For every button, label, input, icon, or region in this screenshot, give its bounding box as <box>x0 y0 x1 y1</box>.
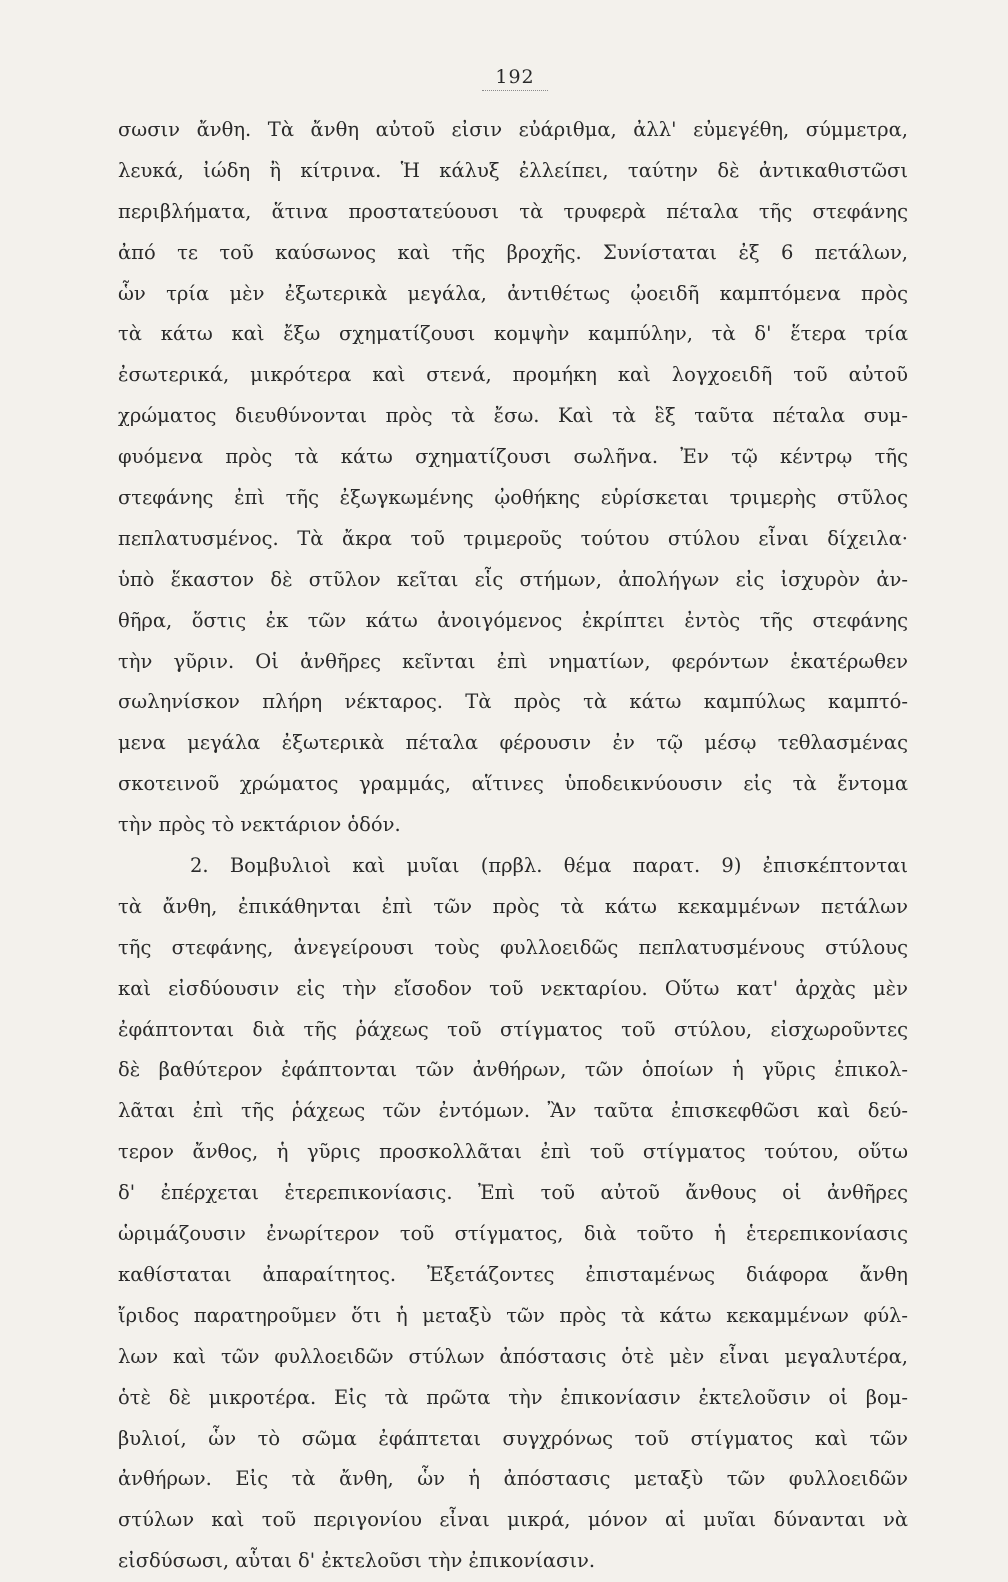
text-line: λευκά, ἰώδη ἢ κίτρινα. Ἡ κάλυξ ἐλλείπει, ταύτην δὲ ἀντικαθιστῶσι <box>118 158 908 182</box>
text-line: τὰ κάτω καὶ ἔξω σχηματίζουσι κομψὴν καμπύλην, τὰ δ' ἕτερα τρία <box>118 322 908 346</box>
text-line: τῆς στεφάνης, ἀνεγείρουσι τοὺς φυλλοειδῶς πεπλατυσμένους στύλους <box>118 935 908 959</box>
text-line: ἀνθήρων. Εἰς τὰ ἄνθη, ὧν ἡ ἀπόστασις μεταξὺ τῶν φυλλοειδῶν <box>118 1467 908 1491</box>
text-line: σωσιν ἄνθη. Τὰ ἄνθη αὐτοῦ εἰσιν εὐάριθμα, ἀλλ' εὐμεγέθη, σύμμετρα, <box>118 118 908 141</box>
text-line: πεπλατυσμένος. Τὰ ἄκρα τοῦ τριμεροῦς τούτου στύλου εἶναι δίχειλα· <box>118 526 908 550</box>
text-line: τὰ ἄνθη, ἐπικάθηνται ἐπὶ τῶν πρὸς τὰ κάτω κεκαμμένων πετάλων <box>118 894 908 918</box>
text-line: τὴν γῦριν. Οἱ ἀνθῆρες κεῖνται ἐπὶ νηματίων, φερόντων ἑκατέρωθεν <box>118 649 908 673</box>
text-line: ὁτὲ δὲ μικροτέρα. Εἰς τὰ πρῶτα τὴν ἐπικονίασιν ἐκτελοῦσιν οἱ βομ- <box>118 1385 908 1409</box>
text-line: καθίσταται ἀπαραίτητος. Ἐξετάζοντες ἐπισταμένως διάφορα ἄνθη <box>118 1262 908 1286</box>
text-line: περιβλήματα, ἅτινα προστατεύουσι τὰ τρυφερὰ πέταλα τῆς στεφάνης <box>118 199 908 223</box>
text-line: καὶ εἰσδύουσιν εἰς τὴν εἴσοδον τοῦ νεκταρίου. Οὕτω κατ' ἀρχὰς μὲν <box>118 976 908 1000</box>
text-line: φυόμενα πρὸς τὰ κάτω σχηματίζουσι σωλῆνα. Ἐν τῷ κέντρῳ τῆς <box>118 445 908 469</box>
text-line: μενα μεγάλα ἐξωτερικὰ πέταλα φέρουσιν ἐν τῷ μέσῳ τεθλασμένας <box>118 731 908 755</box>
paragraph-end-line: εἰσδύσωσι, αὗται δ' ἐκτελοῦσι τὴν ἐπικονίασιν. <box>118 1549 596 1573</box>
text-line: σκοτεινοῦ χρώματος γραμμάς, αἵτινες ὑποδεικνύουσιν εἰς τὰ ἔντομα <box>118 772 908 796</box>
text-line: σωληνίσκον πλήρη νέκταρος. Τὰ πρὸς τὰ κάτω καμπύλως καμπτό- <box>118 690 908 714</box>
text-line: στύλων καὶ τοῦ περιγονίου εἶναι μικρά, μόνον αἱ μυῖαι δύνανται νὰ <box>118 1508 908 1532</box>
text-line: στεφάνης ἐπὶ τῆς ἐξωγκωμένης ᾠοθήκης εὑρίσκεται τριμερὴς στῦλος <box>118 486 908 510</box>
text-line: θῆρα, ὅστις ἐκ τῶν κάτω ἀνοιγόμενος ἐκρίπτει ἐντὸς τῆς στεφάνης <box>118 608 908 632</box>
text-line: ὑπὸ ἕκαστον δὲ στῦλον κεῖται εἷς στήμων, ἀπολήγων εἰς ἰσχυρὸν ἀν- <box>118 567 908 591</box>
paragraph-end-line: τὴν πρὸς τὸ νεκτάριον ὁδόν. <box>118 813 401 837</box>
body-text <box>118 110 908 1582</box>
text-line: δὲ βαθύτερον ἐφάπτονται τῶν ἀνθήρων, τῶν ὁποίων ἡ γῦρις ἐπικολ- <box>118 1058 908 1082</box>
text-line: ἴριδος παρατηροῦμεν ὅτι ἡ μεταξὺ τῶν πρὸς τὰ κάτω κεκαμμένων φύλ- <box>118 1303 908 1327</box>
text-line: λων καὶ τῶν φυλλοειδῶν στύλων ἀπόστασις ὁτὲ μὲν εἶναι μεγαλυτέρα, <box>118 1344 908 1368</box>
text-line: χρώματος διευθύνονται πρὸς τὰ ἔσω. Καὶ τὰ ἓξ ταῦτα πέταλα συμ- <box>118 404 908 428</box>
text-line: ἐσωτερικά, μικρότερα καὶ στενά, προμήκη καὶ λογχοειδῆ τοῦ αὐτοῦ <box>118 363 908 387</box>
text-line: ὡριμάζουσιν ἐνωρίτερον τοῦ στίγματος, διὰ τοῦτο ἡ ἑτερεπικονίασις <box>118 1222 908 1246</box>
text-line: ἐφάπτονται διὰ τῆς ῥάχεως τοῦ στίγματος τοῦ στύλου, εἰσχωροῦντες <box>118 1017 908 1041</box>
text-line: ὧν τρία μὲν ἐξωτερικὰ μεγάλα, ἀντιθέτως ᾠοειδῆ καμπτόμενα πρὸς <box>118 281 908 305</box>
text-line: λᾶται ἐπὶ τῆς ῥάχεως τῶν ἐντόμων. Ἂν ταῦτα ἐπισκεφθῶσι καὶ δεύ- <box>118 1099 908 1123</box>
paragraph-start-line: 2. Βομβυλιοὶ καὶ μυῖαι (πρβλ. θέμα παρατ. 9) ἐπισκέπτονται <box>190 854 908 878</box>
text-line: τερον ἄνθος, ἡ γῦρις προσκολλᾶται ἐπὶ τοῦ στίγματος τούτου, οὕτω <box>118 1140 908 1164</box>
text-line: βυλιοί, ὧν τὸ σῶμα ἐφάπτεται συγχρόνως τοῦ στίγματος καὶ τῶν <box>118 1426 908 1450</box>
text-line: δ' ἐπέρχεται ἑτερεπικονίασις. Ἐπὶ τοῦ αὐτοῦ ἄνθους οἱ ἀνθῆρες <box>118 1181 908 1205</box>
text-line: ἀπό τε τοῦ καύσωνος καὶ τῆς βροχῆς. Συνίσταται ἐξ 6 πετάλων, <box>118 240 908 264</box>
page-number: 192 <box>482 66 548 91</box>
